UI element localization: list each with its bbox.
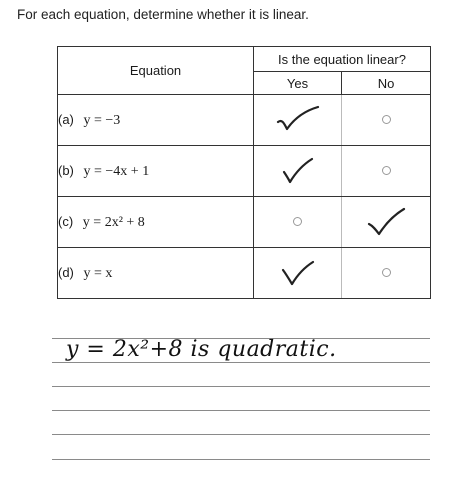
equation-cell <box>58 95 254 146</box>
row-label: (b) <box>58 162 74 178</box>
no-column-header: No <box>342 72 431 95</box>
question-prompt: For each equation, determine whether it is linear. <box>17 7 309 22</box>
equation-cell <box>58 197 254 248</box>
answer-line <box>52 386 430 387</box>
table-row <box>58 248 431 299</box>
radio-icon[interactable] <box>382 166 391 175</box>
row-label: (d) <box>58 264 74 280</box>
radio-icon[interactable] <box>382 268 391 277</box>
row-label: (a) <box>58 111 74 127</box>
radio-icon[interactable] <box>382 115 391 124</box>
linear-column-header: Is the equation linear? <box>254 47 431 72</box>
yes-option[interactable] <box>254 197 342 248</box>
no-option[interactable] <box>342 95 431 146</box>
equation-cell <box>58 248 254 299</box>
answer-line <box>52 410 430 411</box>
radio-icon[interactable] <box>293 217 302 226</box>
equation-text: y = −3 <box>83 112 121 128</box>
equation-text: y = x <box>83 265 113 281</box>
yes-option[interactable] <box>254 146 342 197</box>
equation-column-header: Equation <box>58 47 254 95</box>
answer-line <box>52 434 430 435</box>
yes-column-header: Yes <box>254 72 342 95</box>
equation-text: y = 2x² + 8 <box>82 214 145 230</box>
answer-line <box>52 362 430 363</box>
no-option[interactable] <box>342 248 431 299</box>
table-row <box>58 95 431 146</box>
yes-option[interactable] <box>254 95 342 146</box>
checkmark-icon <box>274 105 322 135</box>
table-row <box>58 197 431 248</box>
equation-table <box>57 46 431 299</box>
equation-text: y = −4x + 1 <box>83 163 150 179</box>
equation-cell <box>58 146 254 197</box>
table-row <box>58 146 431 197</box>
answer-line <box>52 459 430 460</box>
yes-option[interactable] <box>254 248 342 299</box>
no-option[interactable] <box>342 197 431 248</box>
checkmark-icon <box>278 156 318 186</box>
row-label: (c) <box>58 213 74 229</box>
no-option[interactable] <box>342 146 431 197</box>
checkmark-icon <box>277 258 319 288</box>
checkmark-icon <box>364 206 408 238</box>
handwritten-answer: y = 2x²+8 is quadratic. <box>66 337 337 362</box>
